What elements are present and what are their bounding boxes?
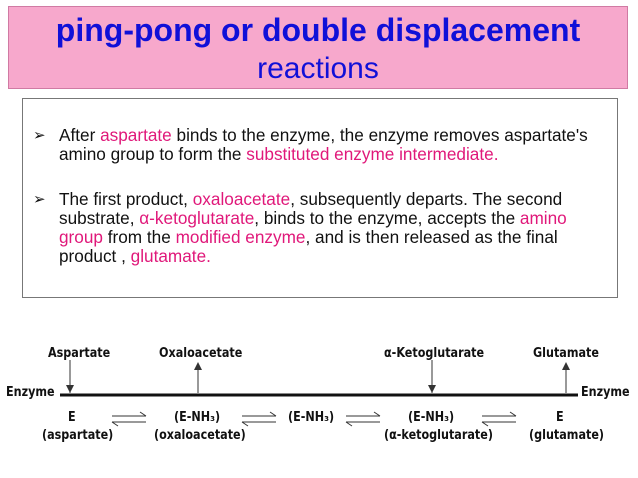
bullet-1-text	[59, 126, 603, 164]
equilibrium-arrow-2	[242, 412, 276, 426]
state-name: (glutamate)	[529, 428, 605, 443]
bullet-text-segment: from the	[102, 227, 176, 247]
label-enzyme-right: Enzyme	[581, 385, 630, 400]
label-ketoglutarate: α-Ketoglutarate	[384, 346, 485, 361]
state-name: (oxaloacetate)	[154, 428, 246, 443]
bullet-2	[33, 190, 603, 266]
bullet-text-segment: , subsequently departs. The second substrate,	[59, 189, 563, 228]
bullet-text-segment: , binds to the enzyme, accepts the	[254, 208, 520, 228]
bullet-1	[33, 126, 603, 164]
title-banner	[8, 6, 628, 89]
slide-title-line2: reactions	[257, 52, 379, 85]
state-form: (E-NH₃)	[174, 410, 221, 425]
highlight-term: amino group	[59, 208, 567, 247]
highlight-term: oxaloacetate	[192, 189, 291, 209]
aspartate-arrow-head	[66, 385, 74, 393]
highlight-term: modified enzyme	[175, 227, 306, 247]
equilibrium-arrow-3	[346, 412, 380, 426]
state-form: (E-NH₃)	[408, 410, 455, 425]
bullet-text-segment: binds to the enzyme, the enzyme removes aspartate's amino group to form the	[59, 125, 588, 164]
highlight-term: α-ketoglutarate	[139, 208, 255, 228]
label-oxaloacetate: Oxaloacetate	[159, 346, 243, 361]
glutamate-arrow-head	[562, 362, 570, 370]
state-form: (E-NH₃)	[288, 410, 335, 425]
highlight-term: aspartate	[100, 125, 172, 145]
label-glutamate: Glutamate	[533, 346, 599, 361]
slide-title-line1: ping-pong or double displacement	[55, 12, 581, 48]
oxaloacetate-arrow-head	[194, 362, 202, 370]
ketoglutarate-arrow-head	[428, 385, 436, 393]
highlight-term: substituted enzyme intermediate.	[246, 144, 499, 164]
state-name: (aspartate)	[42, 428, 114, 443]
bullet-text-segment: , and is then released as the final product ,	[59, 227, 558, 266]
bullet-2-text	[59, 190, 603, 266]
bullet-text-segment: After	[59, 125, 101, 145]
ping-pong-diagram	[0, 330, 638, 478]
state-name: (α-ketoglutarate)	[384, 428, 493, 443]
label-aspartate: Aspartate	[48, 346, 111, 361]
bullet-text-segment: The first product,	[59, 189, 193, 209]
bullet-arrow-icon: ➢	[33, 191, 46, 208]
content-box	[22, 98, 618, 298]
equilibrium-arrow-4	[482, 412, 516, 426]
equilibrium-arrow-1	[112, 412, 146, 426]
bullet-arrow-icon: ➢	[33, 127, 46, 144]
highlight-term: glutamate.	[130, 246, 211, 266]
label-enzyme-left: Enzyme	[6, 385, 55, 400]
state-form: E	[68, 410, 76, 425]
state-form: E	[556, 410, 564, 425]
